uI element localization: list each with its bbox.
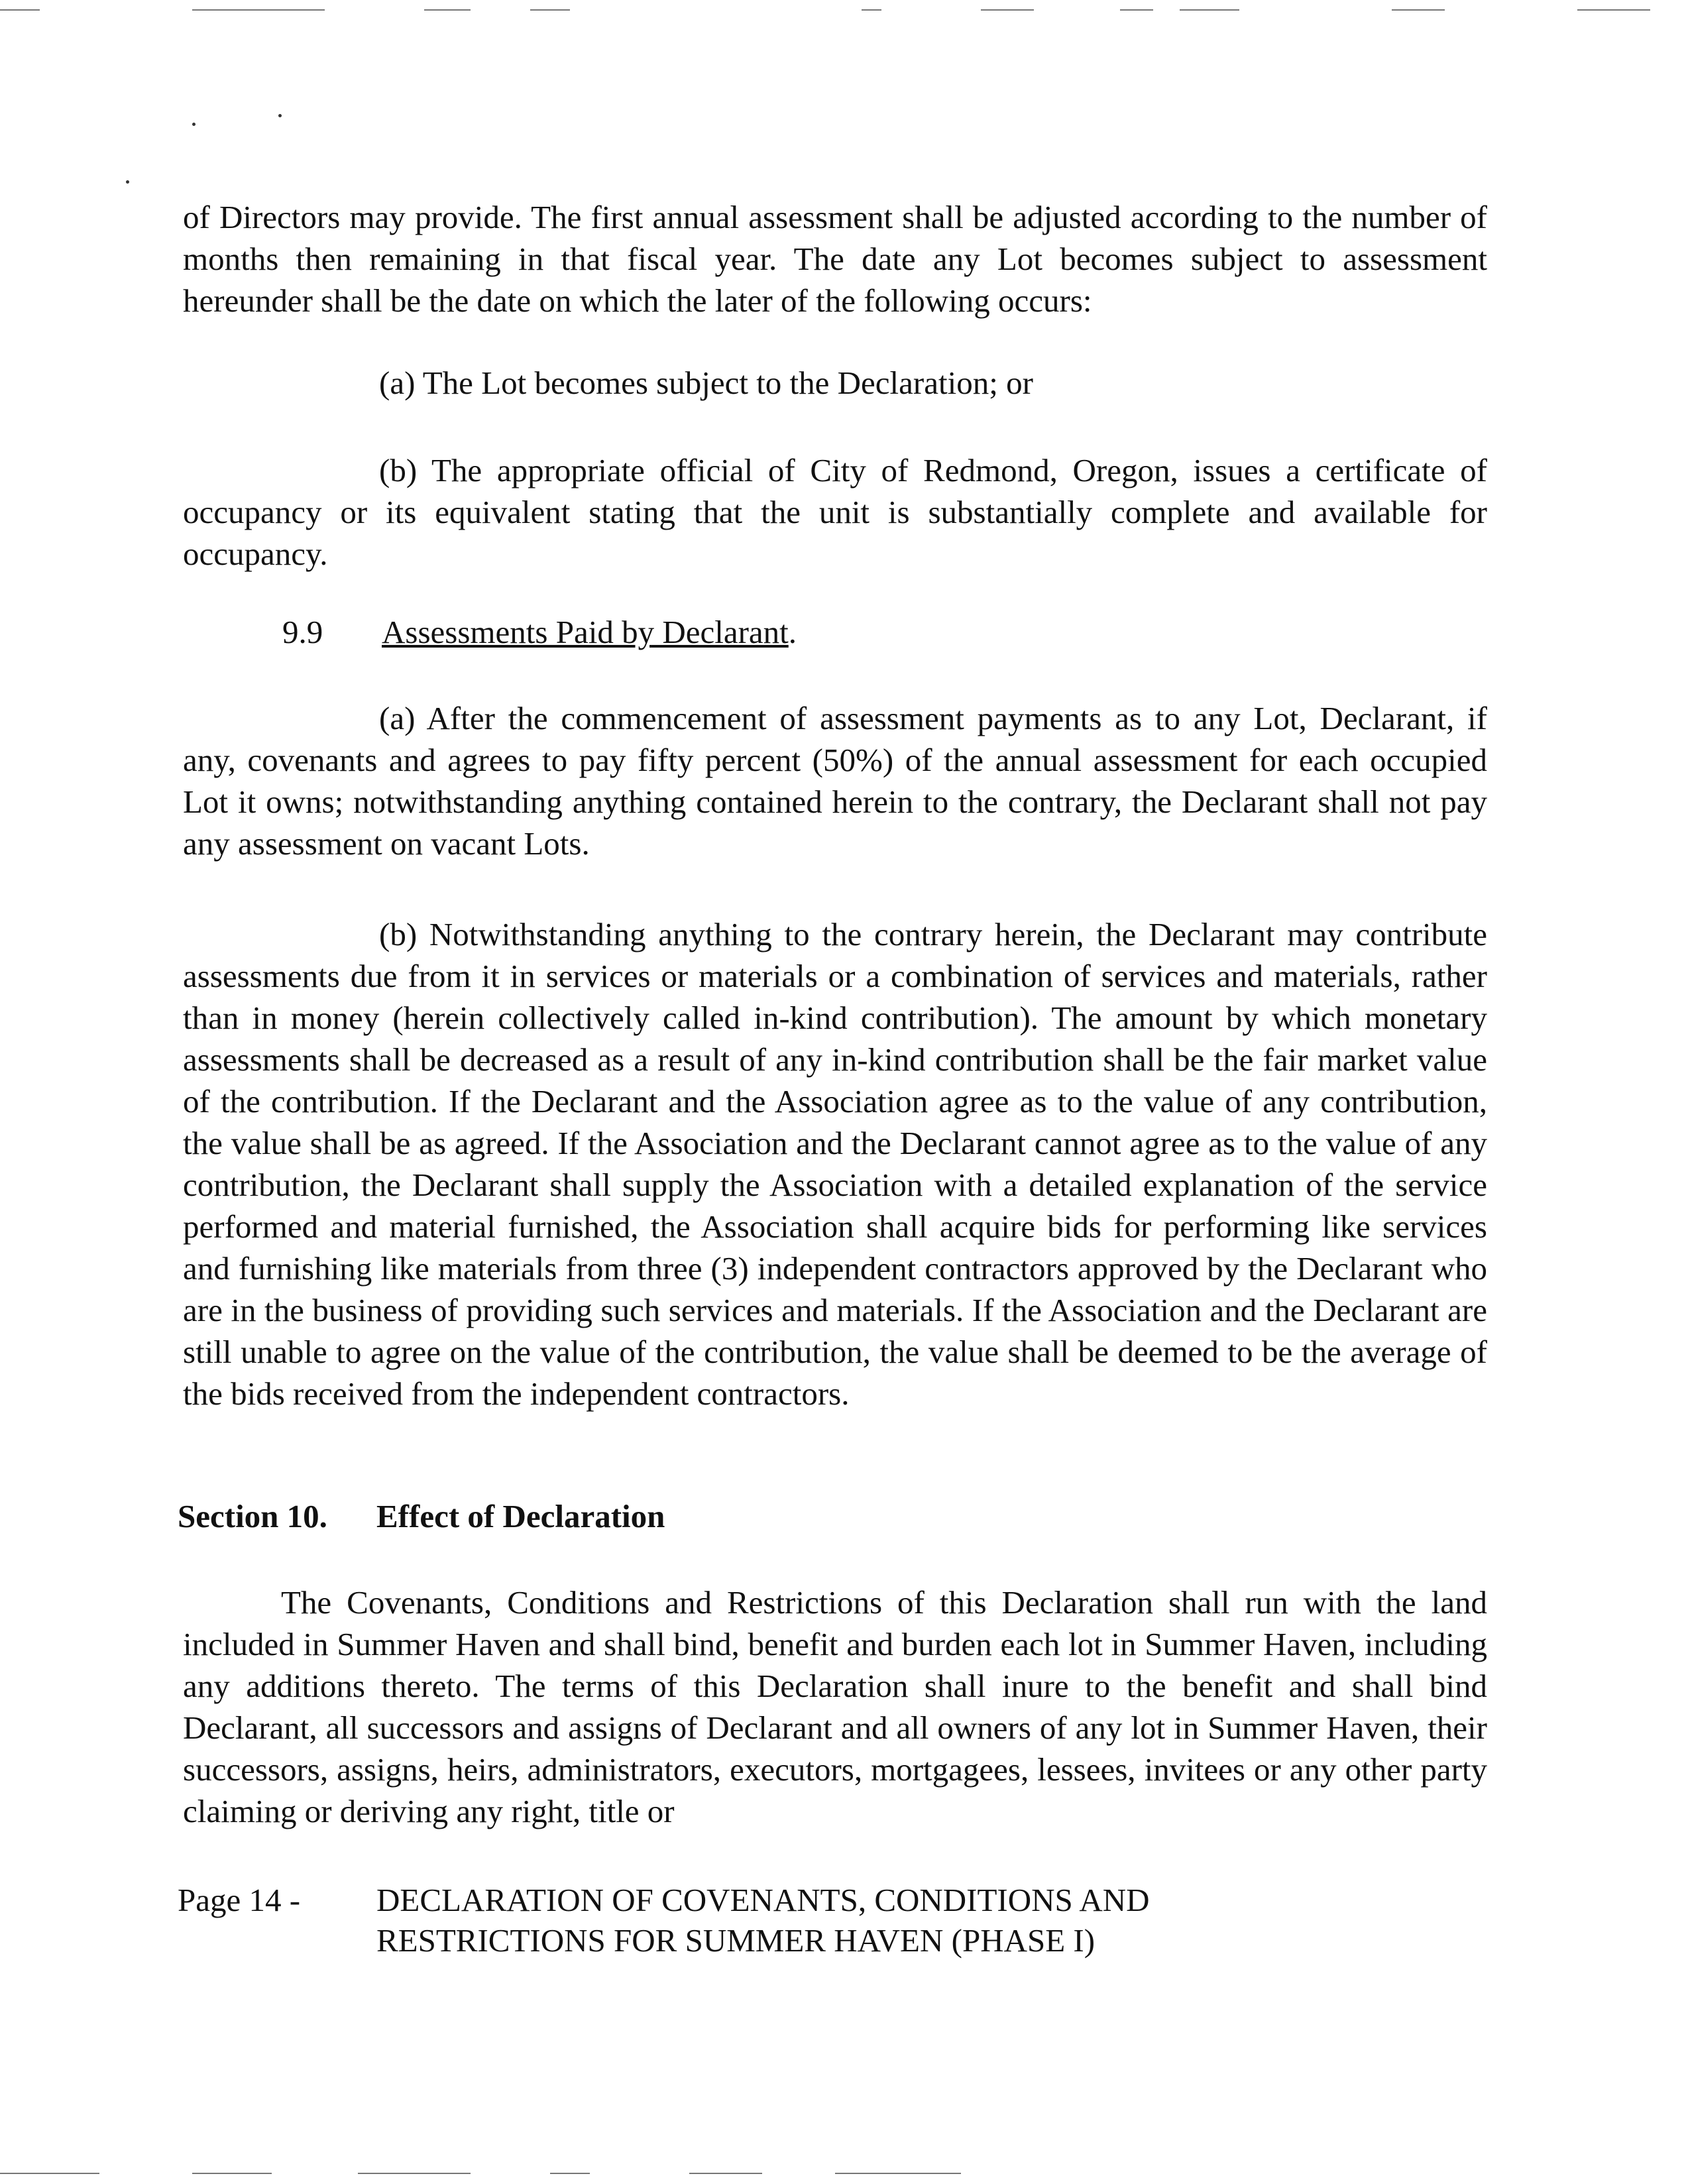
subsection-title-punct: . [788, 614, 797, 650]
section-number: Section 10. [178, 1498, 327, 1534]
footer-title-line-1: DECLARATION OF COVENANTS, CONDITIONS AND [376, 1882, 1150, 1918]
scan-speck [192, 123, 196, 126]
item-a-paragraph: (a) The Lot becomes subject to the Declaration; or [379, 365, 1033, 401]
subsection-heading-9-9 [282, 611, 797, 653]
subsection-number: 9.9 [282, 614, 323, 650]
subsection-9-9-para-a: (a) After the commencement of assessment payments as to any Lot, Declarant, if any, covenants and agrees to pay fifty percent (50%) of the annual assessment for each occupied Lot it owns; notwithstanding anything contained herein to the contrary, the Declarant shall not pay any assessment on vacant Lots. [183, 700, 1487, 862]
item-b-paragraph: (b) The appropriate official of City of Redmond, Oregon, issues a certificate of occupancy or its equivalent stating that the unit is substantially complete and available for occupancy. [183, 452, 1487, 572]
section-10-heading [178, 1495, 665, 1537]
scan-speck [278, 114, 282, 117]
scan-artifact-top [0, 9, 1686, 12]
subsection-9-9-para-b: (b) Notwithstanding anything to the contrary herein, the Declarant may contribute assessments due from it in services or materials or a combination of services and materials, rather than in money (herein collectively called in-kind contribution). The amount by which monetary assessments shall be decreased as a result of any in-kind contribution shall be the fair market value of the contribution. If the Declarant and the Association agree as to the value of any contribution, the value shall be as agreed. If the Association and the Declarant cannot agree as to the value of any contribution, the Declarant shall supply the Association with a detailed explanation of the service performed and material furnished, the Association shall acquire bids for performing like services and furnishing like materials from three (3) independent contractors approved by the Declarant who are in the business of providing such services and materials. If the Association and the Declarant are still unable to agree on the value of the contribution, the value shall be deemed to be the average of the bids received from the independent contractors. [183, 916, 1487, 1412]
section-10-body: The Covenants, Conditions and Restrictions of this Declaration shall run with the land included in Summer Haven and shall bind, benefit and burden each lot in Summer Haven, including any additions thereto. The terms of this Declaration shall inure to the benefit and shall bind Declarant, all successors and assigns of Declarant and all owners of any lot in Summer Haven, their successors, assigns, heirs, administrators, executors, mortgagees, lessees, invitees or any other party claiming or deriving any right, title or [183, 1584, 1487, 1829]
footer-title-line-2: RESTRICTIONS FOR SUMMER HAVEN (PHASE I) [376, 1922, 1096, 1959]
footer-document-title [376, 1880, 1304, 1961]
footer-page-label: Page 14 - [178, 1882, 301, 1918]
section-title: Effect of Declaration [376, 1498, 665, 1534]
continuation-paragraph: of Directors may provide. The first annual assessment shall be adjusted according to the number of months then remaining in that fiscal year. The date any Lot becomes subject to assessment hereunder shall be the date on which the later of the following occurs: [183, 199, 1487, 319]
scan-speck [126, 180, 129, 184]
page-footer [178, 1880, 1304, 1961]
scan-artifact-bottom [0, 2173, 1686, 2175]
subsection-title: Assessments Paid by Declarant [382, 614, 789, 650]
